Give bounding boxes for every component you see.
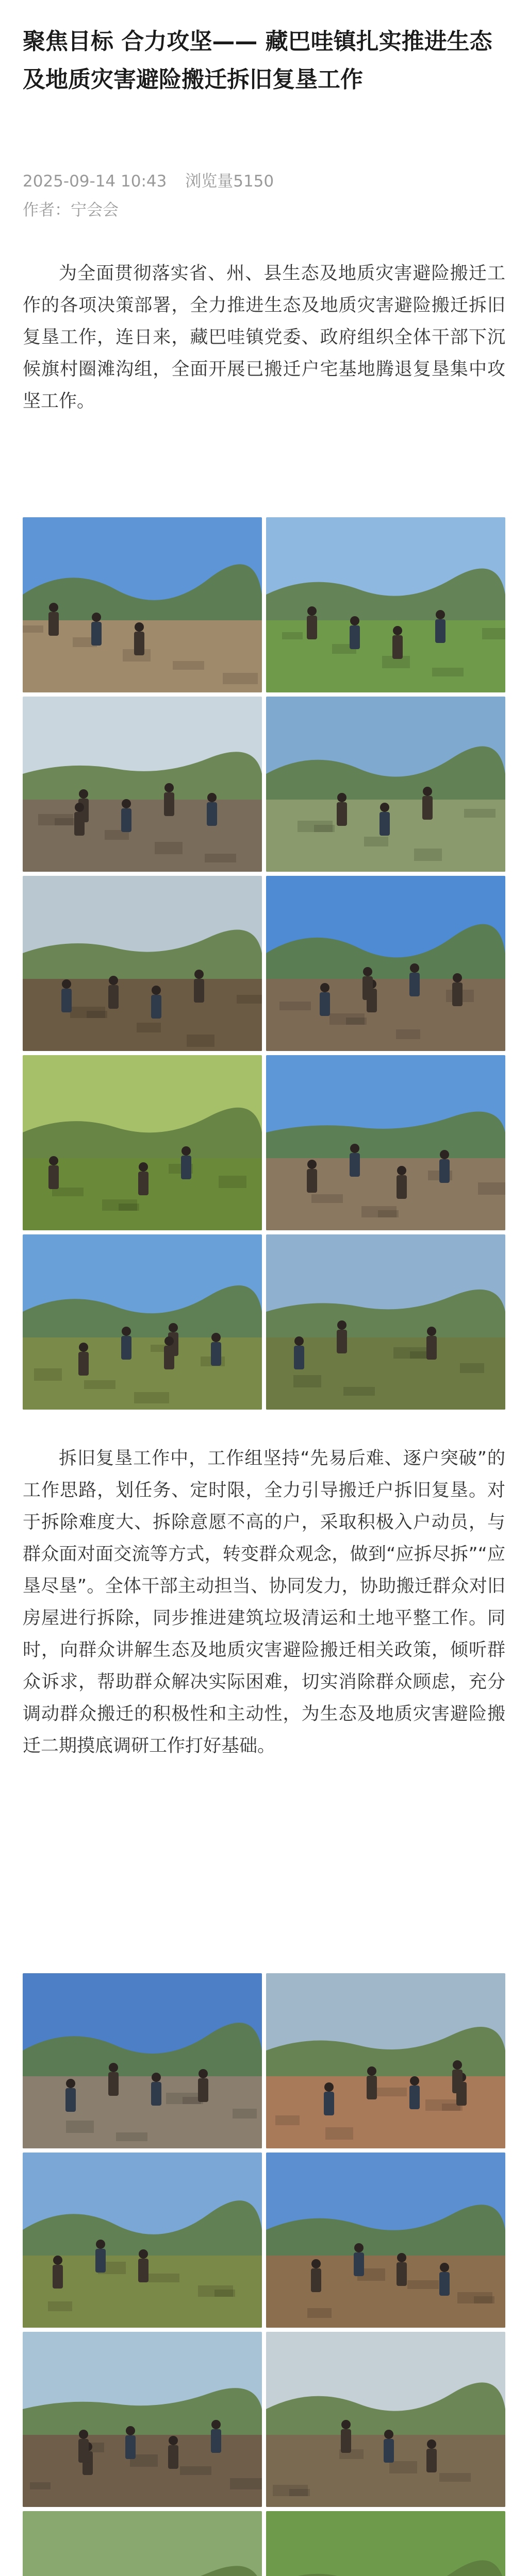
photo-icon (23, 1055, 262, 1230)
publish-date: 2025-09-14 10:43 (23, 172, 167, 191)
article-photo[interactable] (266, 697, 505, 872)
author-label: 作者： (23, 201, 71, 219)
photo-icon (23, 876, 262, 1051)
article-photo[interactable] (23, 876, 262, 1051)
photo-icon (266, 517, 505, 692)
photo-icon (266, 1234, 505, 1410)
article-meta (23, 170, 287, 193)
view-count: 浏览量5150 (185, 172, 274, 191)
article-photo[interactable] (23, 1973, 262, 2148)
article-title: 聚焦目标 合力攻坚—— 藏巴哇镇扎实推进生态及地质灾害避险搬迁拆旧复垦工作 (23, 28, 492, 93)
photo-icon (23, 2511, 262, 2576)
photo-icon (266, 697, 505, 872)
photo-grid-2 (23, 1973, 505, 2576)
photo-icon (266, 2153, 505, 2328)
article-photo[interactable] (266, 2153, 505, 2328)
author-name: 宁会会 (71, 201, 119, 219)
article-photo[interactable] (23, 2153, 262, 2328)
photo-icon (266, 2511, 505, 2576)
photo-icon (23, 1973, 262, 2148)
photo-icon (23, 517, 262, 692)
article-photo[interactable] (266, 1234, 505, 1410)
photo-icon (23, 2332, 262, 2507)
photo-icon (266, 1055, 505, 1230)
paragraph-work: 拆旧复垦工作中，工作组坚持“先易后难、逐户突破”的工作思路，划任务、定时限，全力引导搬迁户拆旧复垦。对于拆除难度大、拆除意愿不高的户，采取积极入户动员，与群众面对面交流等方式，转变群众观念，做到“应拆尽拆”“应垦尽垦”。全体干部主动担当、协同发力，协助搬迁群众对旧房屋进行拆除，同步推进建筑垃圾清运和土地平整工作。同时，向群众讲解生态及地质灾害避险搬迁相关政策，倾听群众诉求，帮助群众解决实际困难，切实消除群众顾虑，充分调动群众搬迁的积极性和主动性，为生态及地质灾害避险搬迁二期摸底调研工作打好基础。 (23, 1448, 505, 1756)
article-photo[interactable] (266, 517, 505, 692)
photo-icon (266, 2332, 505, 2507)
photo-icon (266, 1973, 505, 2148)
article-photo[interactable] (23, 517, 262, 692)
photo-icon (23, 2153, 262, 2328)
article-photo[interactable] (23, 2332, 262, 2507)
photo-icon (266, 876, 505, 1051)
article-photo[interactable] (266, 1055, 505, 1230)
photo-grid-1 (23, 517, 505, 1410)
article-photo[interactable] (23, 697, 262, 872)
article-author (23, 199, 119, 222)
photo-icon (23, 697, 262, 872)
article-photo[interactable] (266, 2332, 505, 2507)
article-photo[interactable] (266, 1973, 505, 2148)
article-photo[interactable] (23, 2511, 262, 2576)
paragraph-intro: 为全面贯彻落实省、州、县生态及地质灾害避险搬迁工作的各项决策部署，全力推进生态及地质灾害避险搬迁拆旧复垦工作，连日来，藏巴哇镇党委、政府组织全体干部下沉候旗村圈滩沟组，全面开展已搬迁户宅基地腾退复垦集中攻坚工作。 (23, 263, 505, 412)
photo-icon (23, 1234, 262, 1410)
article-photo[interactable] (23, 1234, 262, 1410)
article-photo[interactable] (266, 876, 505, 1051)
article-photo[interactable] (23, 1055, 262, 1230)
article-photo[interactable] (266, 2511, 505, 2576)
